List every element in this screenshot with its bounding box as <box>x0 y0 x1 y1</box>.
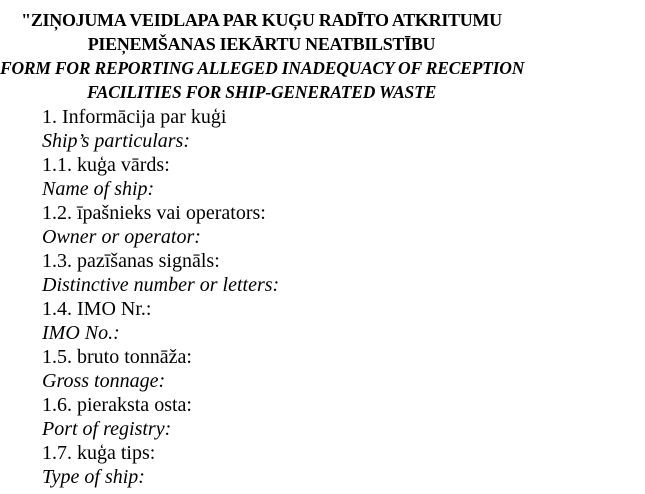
form-line-type-of-ship-latvian: 1.7. kuģa tips: <box>42 442 156 464</box>
form-line-gross-tonnage-english: Gross tonnage: <box>42 370 166 392</box>
form-line-port-of-registry-latvian: 1.6. pieraksta osta: <box>42 394 192 416</box>
title-line-latvian-2: PIEŅEMŠANAS IEKĀRTU NEATBILSTĪBU <box>87 34 436 54</box>
form-line-imo-number-latvian: 1.4. IMO Nr.: <box>42 298 152 320</box>
form-field-list <box>0 104 645 489</box>
form-line-gross-tonnage-latvian: 1.5. bruto tonnāža: <box>42 346 192 368</box>
title-line-english-1: FORM FOR REPORTING ALLEGED INADEQUACY OF RECEPTION <box>0 58 525 78</box>
title-line-english-2: FACILITIES FOR SHIP-GENERATED WASTE <box>86 82 437 102</box>
form-line-section-heading-english: Ship’s particulars: <box>42 130 190 152</box>
form-line-name-of-ship-latvian: 1.1. kuģa vārds: <box>42 154 170 176</box>
form-line-imo-number-english: IMO No.: <box>42 322 120 344</box>
form-line-port-of-registry-english: Port of registry: <box>42 418 172 440</box>
form-line-type-of-ship-english: Type of ship: <box>42 466 145 488</box>
title-line-latvian-1: "ZIŅOJUMA VEIDLAPA PAR KUĢU RADĪTO ATKRITUMU <box>21 10 502 30</box>
form-line-owner-operator-latvian: 1.2. īpašnieks vai operators: <box>42 202 266 224</box>
form-line-distinctive-number-latvian: 1.3. pazīšanas signāls: <box>42 250 220 272</box>
document-title <box>0 0 523 104</box>
form-line-distinctive-number-english: Distinctive number or letters: <box>42 274 280 296</box>
form-line-name-of-ship-english: Name of ship: <box>42 178 155 200</box>
form-line-owner-operator-english: Owner or operator: <box>42 226 201 248</box>
form-line-section-heading-latvian: 1. Informācija par kuģi <box>42 106 227 128</box>
